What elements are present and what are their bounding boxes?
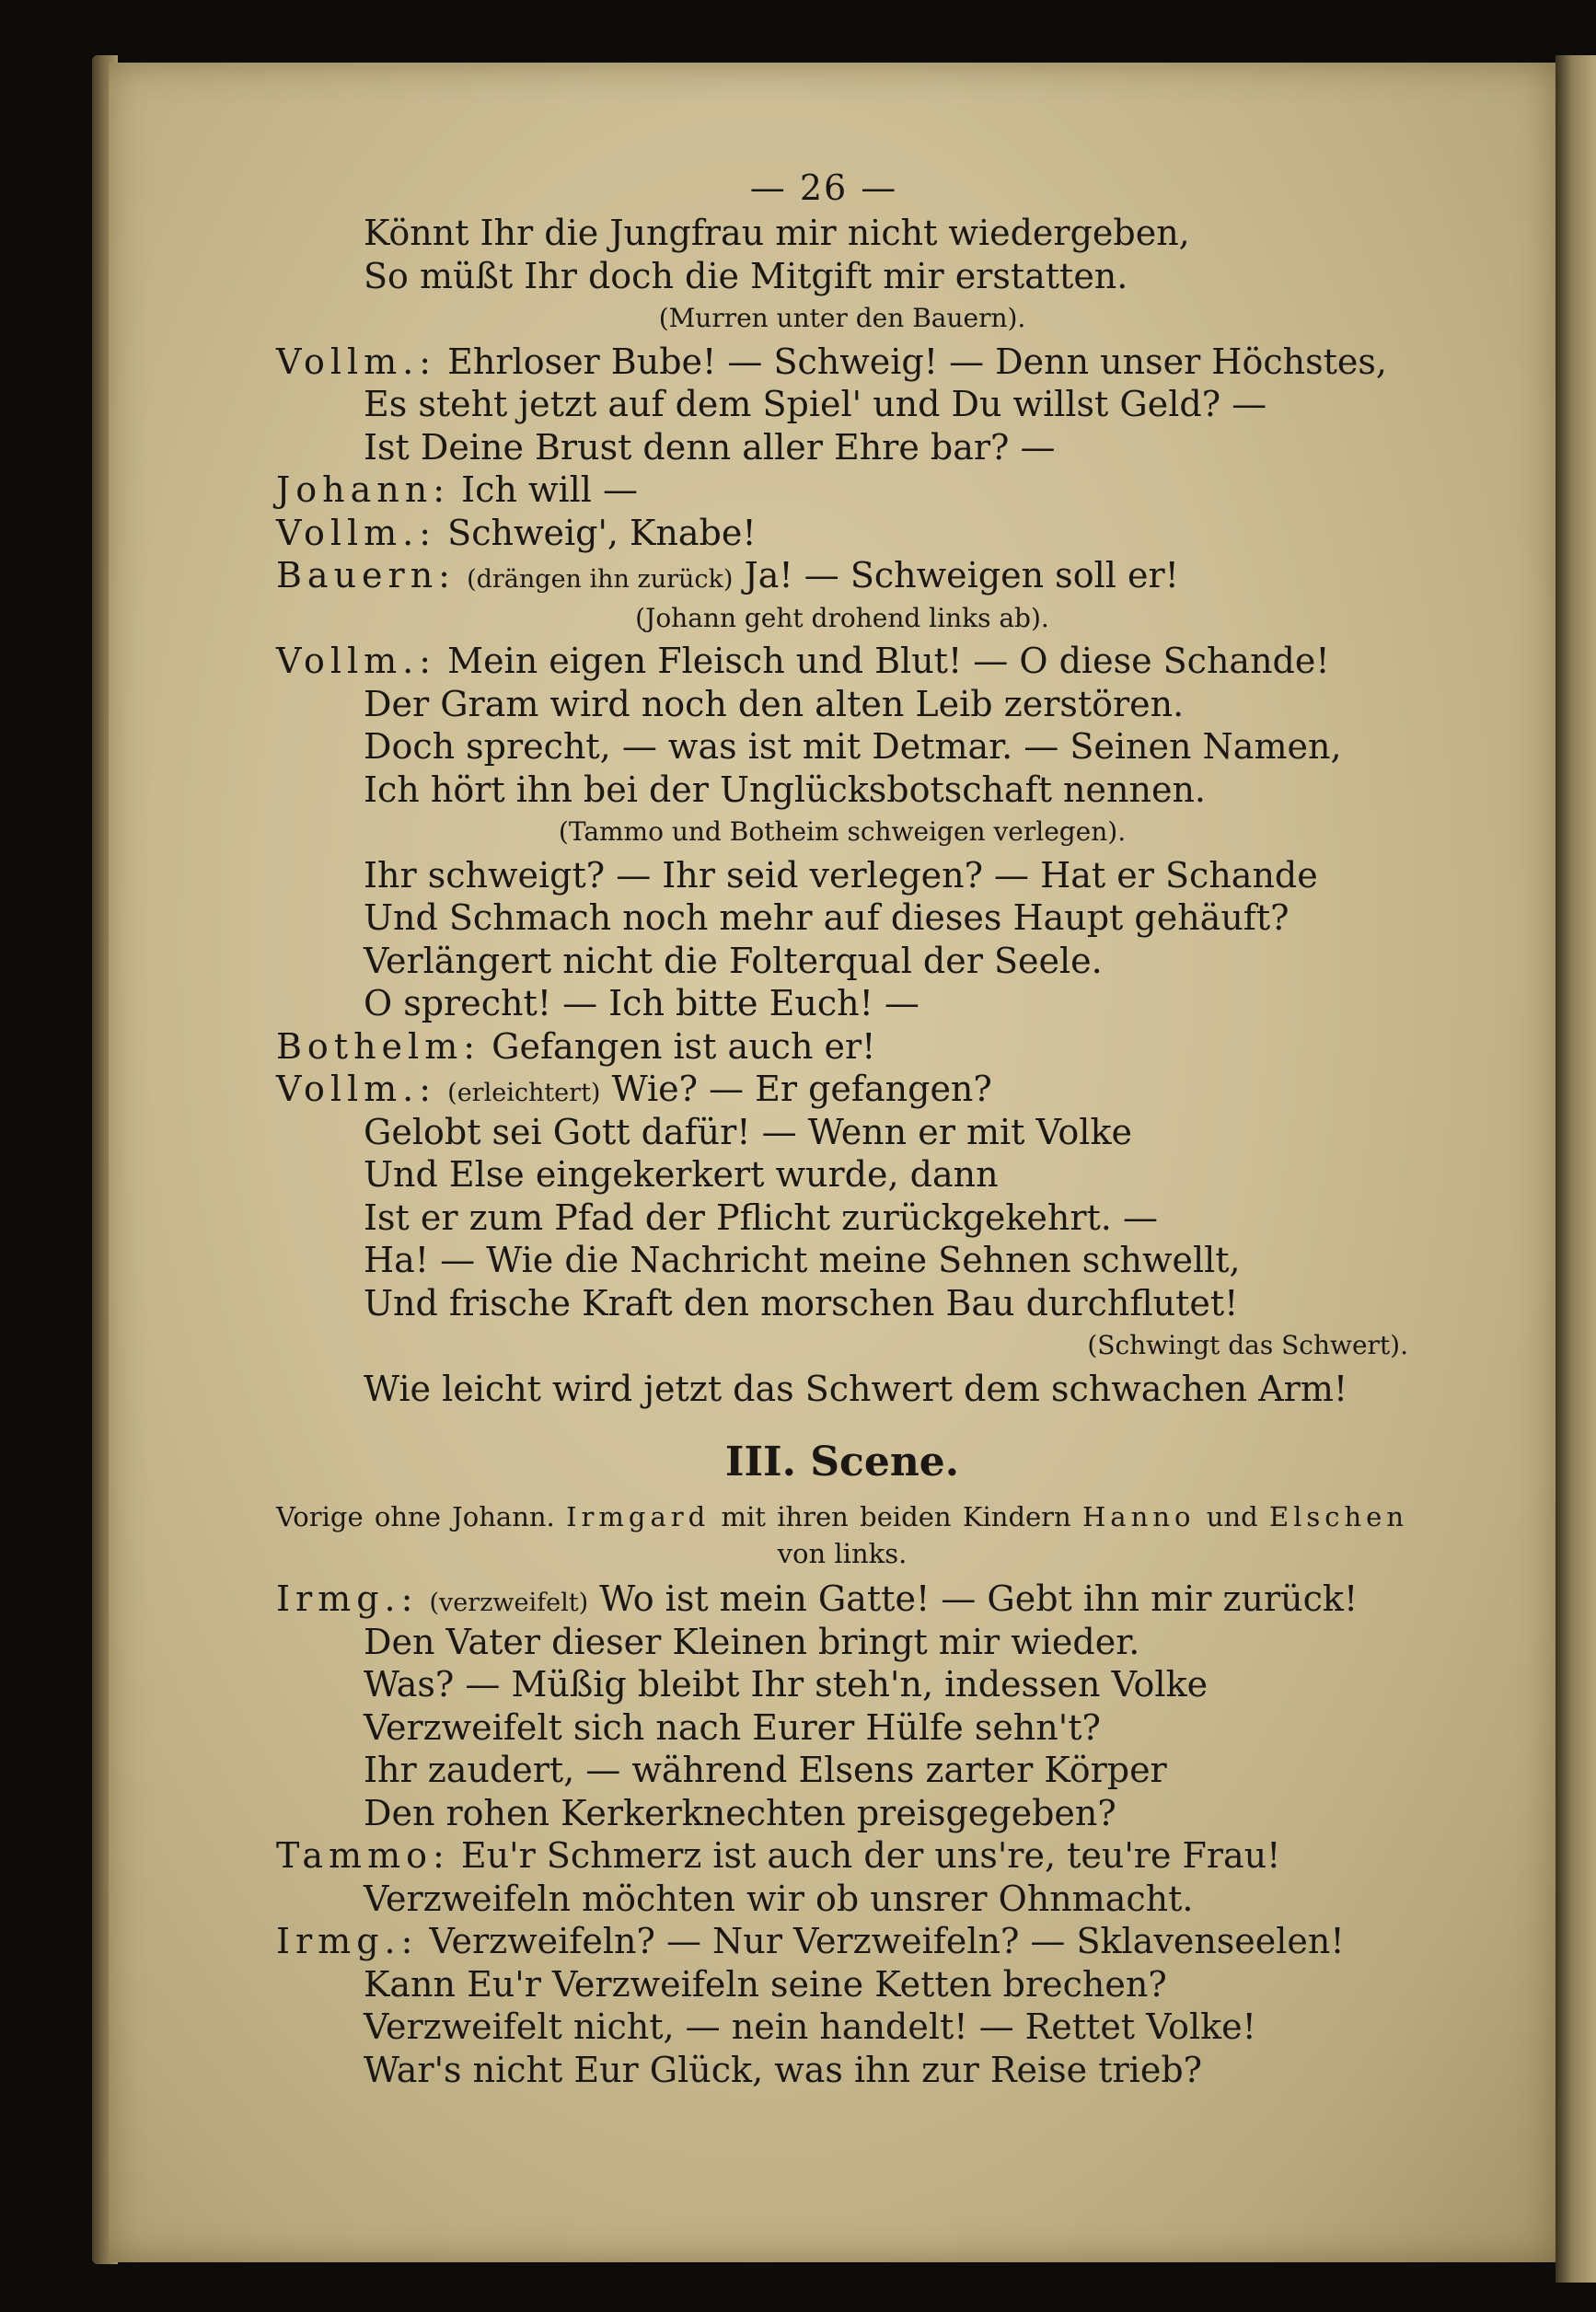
- stage-direction: (Schwingt das Schwert).: [1087, 1330, 1408, 1360]
- speech-text: Mein eigen Fleisch und Blut! — O diese Schande!: [447, 641, 1330, 681]
- verse-line: Ha! — Wie die Nachricht meine Sehnen schwellt,: [364, 1240, 1241, 1280]
- cast-list: [276, 1498, 1408, 1572]
- stage-direction: (Johann geht drohend links ab).: [635, 602, 1049, 633]
- speech-text: Eu'r Schmerz ist auch der uns're, teu're Frau!: [460, 1835, 1281, 1876]
- speech-text: Ehrloser Bube! — Schweig! — Denn unser Höchstes,: [447, 341, 1387, 382]
- speech-text: Verzweifeln? — Nur Verzweifeln? — Sklavenseelen!: [429, 1921, 1345, 1961]
- speaker-name: Tammo:: [276, 1835, 450, 1876]
- verse-line: Und frische Kraft den morschen Bau durchflutet!: [364, 1282, 1239, 1324]
- verse-line: Den Vater dieser Kleinen bringt mir wieder.: [364, 1621, 1140, 1662]
- speaker-name: Bothelm:: [276, 1025, 481, 1067]
- page-number: — 26 —: [749, 168, 898, 208]
- inline-direction: (erleichtert): [447, 1079, 601, 1107]
- cast-middle: mit ihren beiden Kindern: [721, 1501, 1071, 1532]
- stage-direction: (Murren unter den Bauern).: [658, 303, 1026, 333]
- dialogue-block-2: [276, 1578, 1408, 2091]
- verse-line: Was? — Müßig bleibt Ihr steh'n, indessen Volke: [364, 1664, 1209, 1705]
- page-gutter: [1556, 55, 1596, 2283]
- speech-text: Wie? — Er gefangen?: [611, 1069, 992, 1109]
- speech-line: [276, 1578, 1408, 1621]
- verse-line: Ihr zaudert, — während Elsens zarter Körper: [364, 1750, 1167, 1790]
- cast-hanno: Hanno: [1082, 1501, 1196, 1532]
- verse-line: Wie leicht wird jetzt das Schwert dem schwachen Arm!: [364, 1368, 1348, 1409]
- verse-line: Ist Deine Brust denn aller Ehre bar? —: [364, 426, 1056, 468]
- speaker-name: Vollm.:: [276, 512, 437, 553]
- stage-direction: (Tammo und Botheim schweigen verlegen).: [558, 816, 1127, 847]
- speech-text: Schweig', Knabe!: [447, 512, 757, 553]
- scene-title: III. Scene.: [724, 1439, 960, 1485]
- cast-elschen: Elschen: [1268, 1501, 1409, 1532]
- cast-suffix: von links.: [777, 1538, 908, 1569]
- speaker-name: Bauern:: [276, 555, 456, 595]
- verse-line: Ihr schweigt? — Ihr seid verlegen? — Hat er Schande: [364, 854, 1318, 896]
- speaker-name: Irmg.:: [276, 1578, 419, 1619]
- verse-line: Es steht jetzt auf dem Spiel' und Du willst Geld? —: [364, 384, 1267, 424]
- inline-direction: (verzweifelt): [429, 1589, 589, 1617]
- speech-line: [276, 1068, 1408, 1111]
- verse-line: Ich hört ihn bei der Unglücksbotschaft nennen.: [364, 769, 1207, 810]
- verse-line: Kann Eu'r Verzweifeln seine Ketten brechen?: [364, 1963, 1167, 2005]
- verse-line: Der Gram wird noch den alten Leib zerstören.: [364, 683, 1185, 724]
- cast-und: und: [1206, 1501, 1258, 1532]
- verse-line: Könnt Ihr die Jungfrau mir nicht wiedergeben,: [364, 213, 1190, 253]
- verse-line: Doch sprecht, — was ist mit Detmar. — Seinen Namen,: [364, 726, 1342, 767]
- verse-line: Den rohen Kerkerknechten preisgegeben?: [364, 1792, 1116, 1833]
- verse-line: O sprecht! — Ich bitte Euch! —: [364, 983, 919, 1023]
- verse-line: Gelobt sei Gott dafür! — Wenn er mit Volke: [364, 1111, 1132, 1152]
- speech-text: Wo ist mein Gatte! — Gebt ihn mir zurück!: [599, 1578, 1359, 1619]
- verse-line: So müßt Ihr doch die Mitgift mir erstatten.: [364, 255, 1128, 296]
- speech-text: Ja! — Schweigen soll er!: [744, 555, 1179, 595]
- speaker-name: Vollm.:: [276, 641, 437, 681]
- verse-line: Verzweifelt sich nach Eurer Hülfe sehn't?: [364, 1706, 1101, 1748]
- verse-line: Verzweifelt nicht, — nein handelt! — Rettet Volke!: [364, 2006, 1256, 2047]
- dialogue-block-1: [276, 212, 1408, 1410]
- speaker-name: Irmg.:: [276, 1921, 419, 1961]
- text-area: [276, 164, 1408, 2091]
- verse-line: War's nicht Eur Glück, was ihn zur Reise trieb?: [364, 2049, 1203, 2090]
- verse-line: Verlängert nicht die Folterqual der Seele.: [364, 940, 1103, 981]
- speech-text: Ich will —: [461, 469, 639, 510]
- speech-line: [276, 1025, 1408, 1069]
- verse-line: Und Schmach noch mehr auf dieses Haupt gehäuft?: [364, 897, 1290, 938]
- speech-line: [276, 512, 1408, 555]
- speech-line: [276, 1920, 1408, 1963]
- speech-line: [276, 468, 1408, 512]
- speaker-name: Johann:: [276, 469, 450, 510]
- speech-line: [276, 554, 1408, 597]
- speech-text: Gefangen ist auch er!: [492, 1025, 876, 1067]
- speech-line: [276, 341, 1408, 384]
- cast-prefix: Vorige ohne Johann.: [276, 1501, 555, 1532]
- speech-line: [276, 1834, 1408, 1878]
- verse-line: Verzweifeln möchten wir ob unsrer Ohnmacht.: [364, 1878, 1194, 1919]
- cast-irmgard: Irmgard: [566, 1501, 711, 1532]
- speaker-name: Vollm.:: [276, 1069, 437, 1109]
- speaker-name: Vollm.:: [276, 341, 437, 382]
- verse-line: Und Else eingekerkert wurde, dann: [364, 1154, 999, 1195]
- speech-line: [276, 640, 1408, 683]
- verse-line: Ist er zum Pfad der Pflicht zurückgekehrt. —: [364, 1196, 1158, 1238]
- inline-direction: (drängen ihn zurück): [467, 565, 734, 594]
